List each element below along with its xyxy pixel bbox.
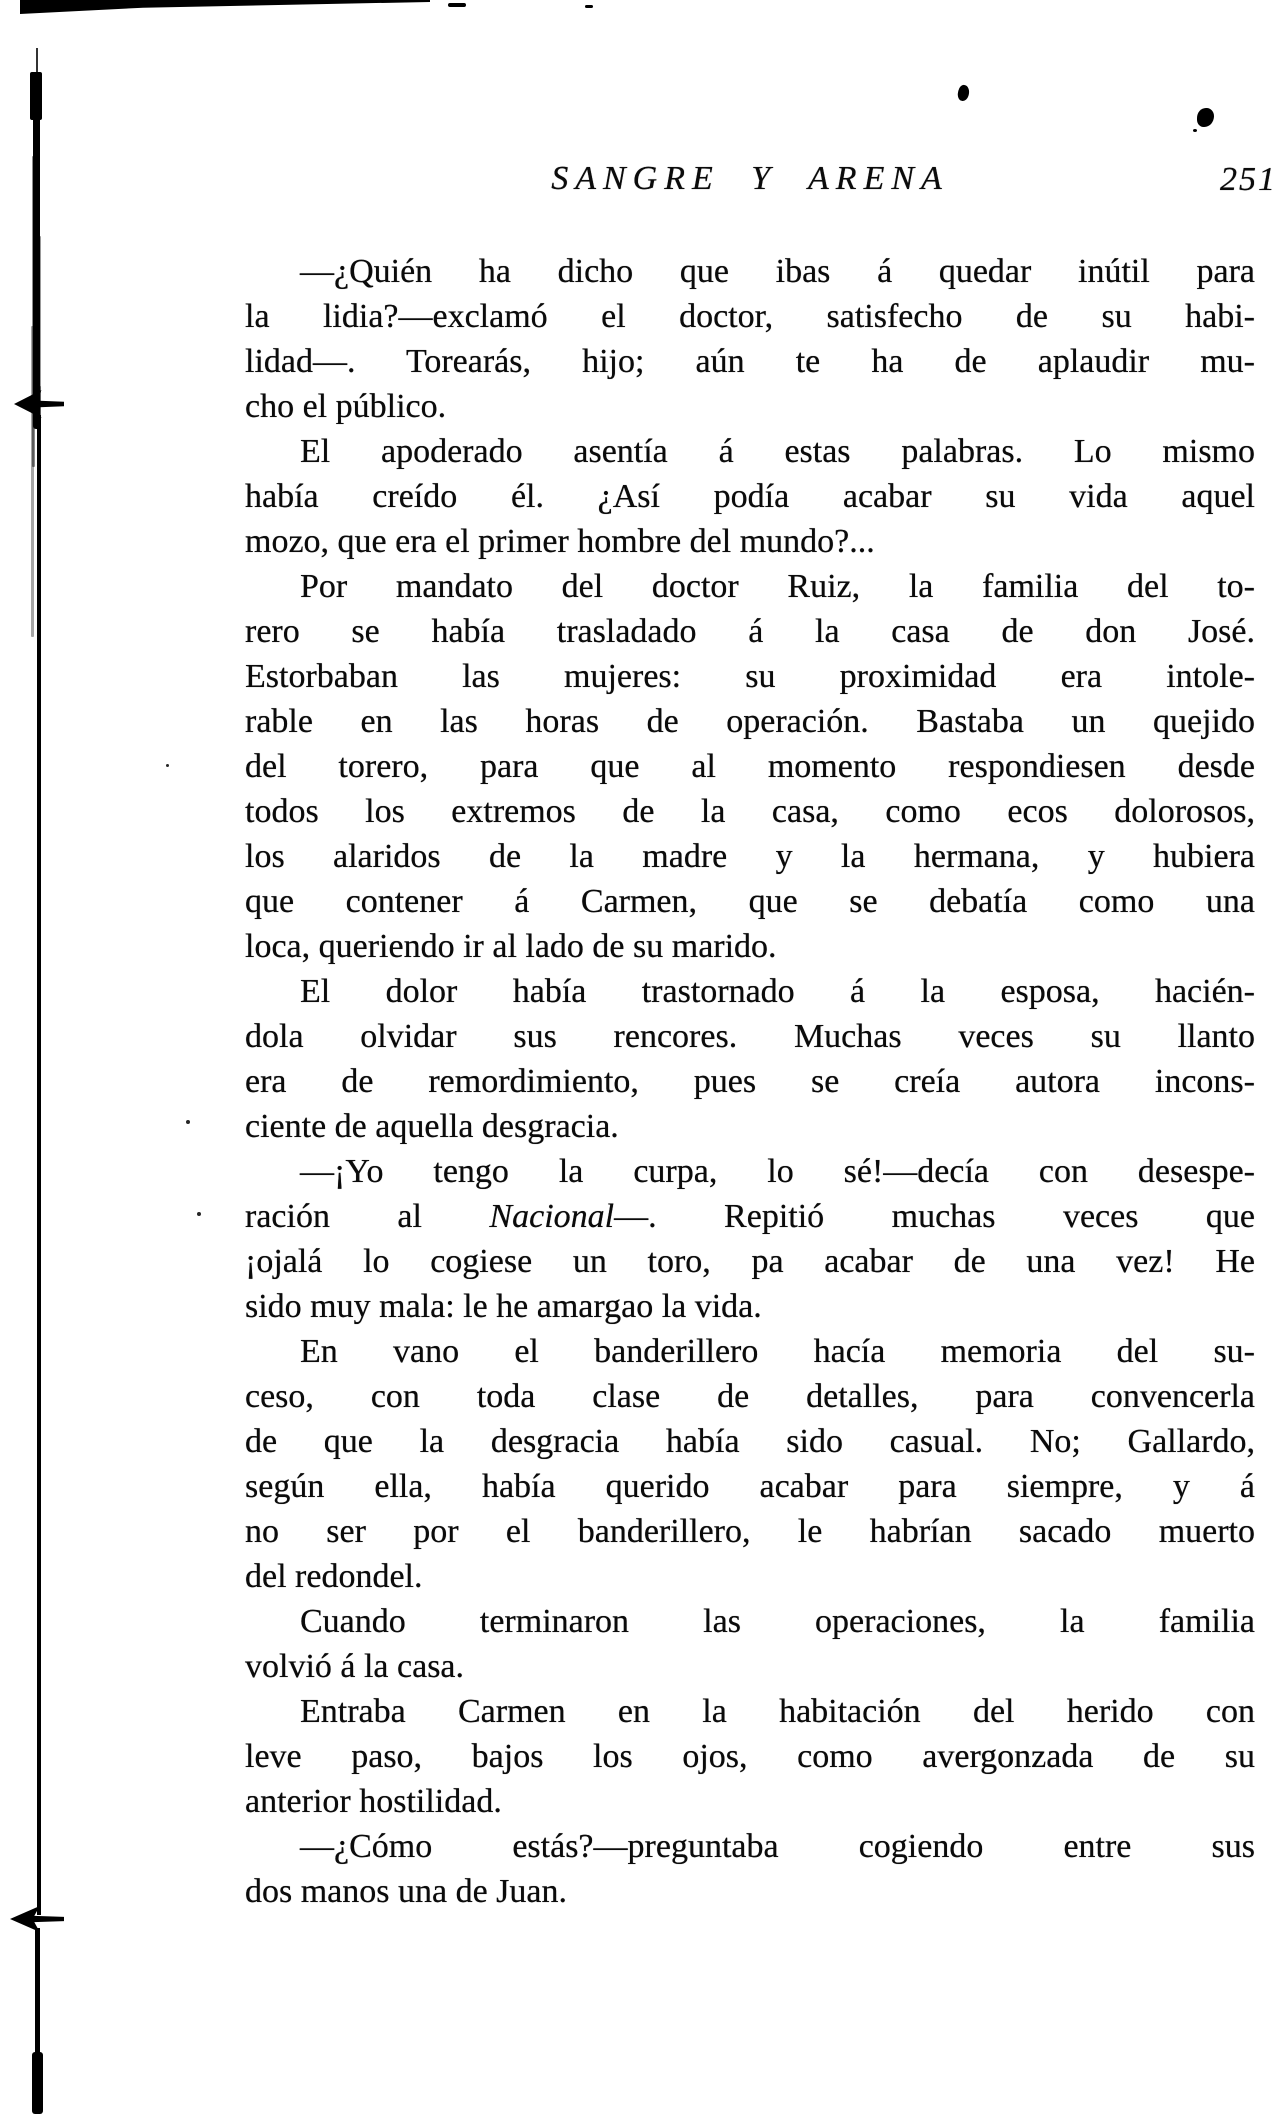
text-segment: Por mandato del doctor Ruiz, la familia del to-: [300, 568, 1255, 605]
binding-gutter-line-segment: [37, 415, 41, 1915]
ink-blob-top-right: [1197, 108, 1214, 127]
text-segment: no ser por el banderillero, le habrían sacado muerto: [245, 1513, 1255, 1550]
paper-speck: [197, 1212, 201, 1216]
text-segment: dola olvidar sus rencores. Muchas veces su llanto: [245, 1018, 1255, 1055]
text-line: [245, 1869, 1255, 1914]
italic-text-segment: Nacional: [489, 1198, 615, 1235]
text-line: [245, 969, 1255, 1014]
scan-top-edge-dash: [585, 5, 593, 8]
text-line: [245, 744, 1255, 789]
text-line: [245, 1689, 1255, 1734]
text-line: [245, 1284, 1255, 1329]
scan-top-edge-dash: [448, 3, 466, 7]
text-line: [245, 339, 1255, 384]
text-line: [245, 879, 1255, 924]
text-segment: era de remordimiento, pues se creía autora incons-: [245, 1063, 1255, 1100]
text-line: [245, 1149, 1255, 1194]
text-line: [245, 1059, 1255, 1104]
text-line: [245, 294, 1255, 339]
text-line: [245, 1644, 1255, 1689]
text-segment: volvió á la casa.: [245, 1648, 465, 1685]
text-segment: mozo, que era el primer hombre del mundo?...: [245, 523, 875, 560]
text-line: [245, 1194, 1255, 1239]
text-segment: cho el público.: [245, 388, 447, 425]
ink-blot-arrow-upper: [14, 390, 64, 418]
text-segment: de que la desgracia había sido casual. No; Gallardo,: [245, 1423, 1255, 1460]
binding-gutter-line-segment: [32, 2052, 43, 2114]
paragraph: [245, 969, 1255, 1149]
text-line: [245, 474, 1255, 519]
text-line: [245, 429, 1255, 474]
text-segment: ciente de aquella desgracia.: [245, 1108, 619, 1145]
running-header: [245, 160, 1277, 206]
text-line: [245, 384, 1255, 429]
paragraph: [245, 1329, 1255, 1599]
paragraph: [245, 429, 1255, 564]
binding-gutter-line-segment: [30, 72, 42, 120]
scan-top-edge-bar: [20, 0, 430, 14]
text-line: [245, 1014, 1255, 1059]
text-segment: los alaridos de la madre y la hermana, y hubiera: [245, 838, 1255, 875]
text-line: [245, 1509, 1255, 1554]
text-segment: Estorbaban las mujeres: su proximidad era intole-: [245, 658, 1255, 695]
text-line: [245, 834, 1255, 879]
text-line: [245, 699, 1255, 744]
text-segment: —¿Cómo estás?—preguntaba cogiendo entre sus: [300, 1828, 1255, 1865]
text-segment: leve paso, bajos los ojos, como avergonzada de su: [245, 1738, 1255, 1775]
text-line: [245, 654, 1255, 699]
ink-fleck-top: [956, 84, 970, 102]
paragraph: [245, 1824, 1255, 1914]
text-segment: loca, queriendo ir al lado de su marido.: [245, 928, 777, 965]
text-segment: según ella, había querido acabar para siempre, y á: [245, 1468, 1255, 1505]
text-line: [245, 1779, 1255, 1824]
text-line: [245, 1239, 1255, 1284]
text-line: [245, 249, 1255, 294]
paragraph: [245, 1599, 1255, 1689]
text-line: [245, 924, 1255, 969]
text-line: [245, 519, 1255, 564]
text-segment: El apoderado asentía á estas palabras. Lo mismo: [300, 433, 1255, 470]
body-text: [245, 249, 1255, 1914]
text-segment: rable en las horas de operación. Bastaba un quejido: [245, 703, 1255, 740]
text-segment: —. Repitió muchas veces que: [614, 1198, 1255, 1235]
text-line: [245, 1104, 1255, 1149]
text-segment: había creído él. ¿Así podía acabar su vida aquel: [245, 478, 1255, 515]
paragraph: [245, 564, 1255, 969]
text-line: [245, 1824, 1255, 1869]
paragraph: [245, 1149, 1255, 1329]
text-line: [245, 1734, 1255, 1779]
text-segment: El dolor había trastornado á la esposa, hacién-: [300, 973, 1255, 1010]
text-segment: lidad—. Torearás, hijo; aún te ha de aplaudir mu-: [245, 343, 1255, 380]
text-segment: sido muy mala: le he amargao la vida.: [245, 1288, 762, 1325]
text-line: [245, 609, 1255, 654]
running-title: SANGRE Y ARENA: [551, 160, 949, 197]
text-segment: ración al: [245, 1198, 490, 1235]
text-line: [245, 1419, 1255, 1464]
paper-speck: [166, 764, 169, 767]
text-line: [245, 1554, 1255, 1599]
paragraph: [245, 249, 1255, 429]
text-line: [245, 1329, 1255, 1374]
text-segment: ¡ojalá lo cogiese un toro, pa acabar de una vez! He: [245, 1243, 1255, 1280]
text-segment: Cuando terminaron las operaciones, la familia: [300, 1603, 1255, 1640]
text-segment: rero se había trasladado á la casa de don José.: [245, 613, 1255, 650]
page-number: 251: [1220, 161, 1277, 198]
text-line: [245, 1599, 1255, 1644]
binding-gutter-line-segment: [33, 114, 40, 429]
text-segment: que contener á Carmen, que se debatía como una: [245, 883, 1255, 920]
text-segment: dos manos una de Juan.: [245, 1873, 568, 1910]
text-segment: todos los extremos de la casa, como ecos dolorosos,: [245, 793, 1255, 830]
paper-speck: [186, 1120, 190, 1124]
text-line: [245, 1374, 1255, 1419]
text-segment: del redondel.: [245, 1558, 423, 1595]
paragraph: [245, 1689, 1255, 1824]
text-segment: En vano el banderillero hacía memoria del su-: [300, 1333, 1255, 1370]
text-line: [245, 789, 1255, 834]
text-segment: —¿Quién ha dicho que ibas á quedar inútil para: [300, 253, 1255, 290]
text-segment: del torero, para que al momento respondiesen desde: [245, 748, 1255, 785]
text-segment: la lidia?—exclamó el doctor, satisfecho de su habi-: [245, 298, 1255, 335]
text-segment: Entraba Carmen en la habitación del herido con: [300, 1693, 1255, 1730]
text-segment: —¡Yo tengo la curpa, lo sé!—decía con desespe-: [300, 1153, 1255, 1190]
text-segment: anterior hostilidad.: [245, 1783, 502, 1820]
text-line: [245, 564, 1255, 609]
text-line: [245, 1464, 1255, 1509]
text-segment: ceso, con toda clase de detalles, para convencerla: [245, 1378, 1255, 1415]
